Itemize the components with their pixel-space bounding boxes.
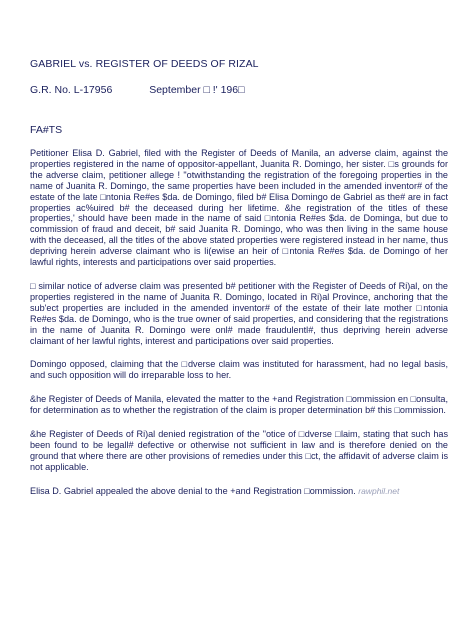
decision-date: September □ !' 196□ [149,84,245,96]
paragraph-4: &he Register of Deeds of Manila, elevated the matter to the +and Registration □ommission en □onsulta, for determination as to whether the registration of the claim is proper determination b# this □ommission. [30,394,448,416]
case-title: GABRIEL vs. REGISTER OF DEEDS OF RIZAL [30,58,259,70]
paragraph-1: Petitioner Elisa D. Gabriel, filed with the Register of Deeds of Manila, an adverse claim, against the properties registered in the name of oppositor-appellant, Juanita R. Domingo, her sister. □s grounds for the adverse claim, petitioner allege ! "otwithstanding the registration of the foregoing properties in the name of Juanita R. Domingo, the same properties have been included in the amended inventor# of the estate of the late □ntonia Re#es $da. de Domingo, filed b# Elisa Domingo de Gabriel as the# are in fact properties ac%uired b# the deceased during her lifetime. &he registration of the titles of these properties,' should have been made in the name of said □ntonia Re#es $da. de Dominga, but due to commission of fraud and deceit, b# said Juanita R. Domingo, who was then living in the same house with the deceased, all the titles of the above stated properties were registered instead in her name, thus depriving herein adverse claimant who is li(ewise an heir of □ntonia Re#es $da. de Domingo of her lawful rights, interests and participations over said properties. [30,148,448,268]
paragraph-5: &he Register of Deeds of Ri)al denied registration of the "otice of □dverse □laim, stating that such has been found to be legall# defective or otherwise not sufficient in law and is therefore denied on the ground that where there are other provisions of remedies under this □ct, the affidavit of adverse claim is not applicable. [30,429,448,472]
facts-heading: FA#TS [30,124,63,136]
watermark: rawphil.net [358,485,400,496]
paragraph-6 [30,486,448,497]
document-body [30,148,448,510]
paragraph-2: □ similar notice of adverse claim was presented b# petitioner with the Register of Deeds of Ri)al, on the properties registered in the name of Juanita R. Domingo, located in Ri)al Province, anchoring that the sub'ect properties are included in the amended inventor# of the estate of their late mother □ntonia Re#es $da. de Domingo, who is the true owner of said properties, and considering that the registrations in the name of Juanita R. Domingo were onl# made fraudulentl#, thus depriving herein adverse claimant of her lawful rights, interest and participations over said properties. [30,280,448,346]
paragraph-6-text: Elisa D. Gabriel appealed the above denial to the +and Registration □ommission. [30,485,356,496]
gr-number: G.R. No. L-17956 [30,84,113,96]
case-citation [30,84,244,96]
paragraph-3: Domingo opposed, claiming that the □dverse claim was instituted for harassment, had no legal basis, and such opposition will do irreparable loss to her. [30,359,448,381]
